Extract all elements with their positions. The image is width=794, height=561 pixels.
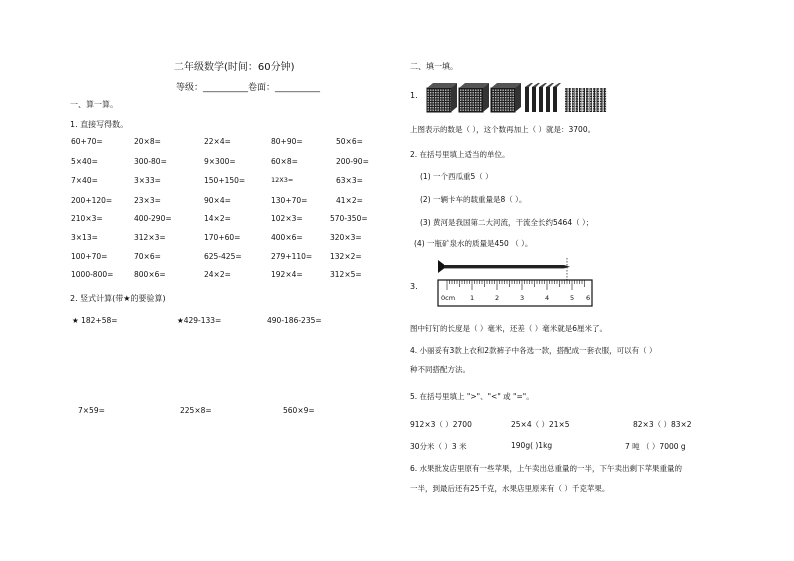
- unit-item: (4) 一瓶矿泉水的质量是450 （ ）。: [414, 239, 533, 248]
- ruler-label: 4: [545, 294, 550, 302]
- oral-item: 800×6=: [134, 270, 166, 279]
- compare-item: 190g( )1kg: [511, 441, 553, 450]
- vertical-calc: 225×8=: [180, 406, 212, 415]
- q1-number: 1.: [410, 91, 418, 100]
- ruler-label: 3: [520, 294, 525, 302]
- oral-item: 400×6=: [271, 233, 303, 242]
- q2-label: 2. 竖式计算(带★的要验算): [70, 294, 166, 303]
- q2-label: 2. 在括号里填上适当的单位。: [410, 150, 510, 159]
- oral-item: 312×3=: [134, 233, 166, 242]
- oral-item: 20×8=: [134, 137, 161, 146]
- oral-item: 132×2=: [330, 252, 362, 261]
- oral-item: 60+70=: [71, 137, 103, 146]
- thousand-cube: [459, 83, 489, 112]
- ruler-label: 5: [570, 294, 575, 302]
- oral-item: 5×40=: [71, 157, 98, 166]
- thousand-cube: [491, 83, 521, 112]
- oral-item: 41×2=: [336, 196, 363, 205]
- ruler: [438, 280, 592, 306]
- oral-item: 23×3=: [134, 196, 161, 205]
- q1-label: 1. 直接写得数。: [70, 120, 129, 129]
- unit-item: (1) 一个西瓜重5（ ）: [420, 172, 493, 181]
- q4-line2: 种不同搭配方法。: [410, 365, 470, 374]
- oral-item: 312×5=: [330, 270, 362, 279]
- unit-item: (3) 黄河是我国第二大河流，干流全长约5464（ ）；: [420, 218, 594, 227]
- oral-item: 14×2=: [204, 214, 231, 223]
- ruler-label: 6: [586, 294, 591, 302]
- q3-number: 3.: [410, 282, 418, 291]
- hundred-flat: [532, 83, 540, 112]
- ruler-label: 0cm: [441, 294, 456, 302]
- hundred-flat: [546, 83, 554, 112]
- oral-item: 100+70=: [71, 252, 108, 261]
- vertical-calc: 560×9=: [283, 406, 315, 415]
- nail-icon: [438, 258, 570, 280]
- oral-item: 7×40=: [71, 176, 98, 185]
- compare-item: 912×3（ ）2700: [410, 420, 472, 429]
- oral-item: 200+120=: [71, 196, 113, 205]
- section-2-heading: 二、填一填。: [410, 62, 458, 71]
- oral-item: 150+150=: [204, 176, 246, 185]
- compare-item: 25×4（ ）21×5: [511, 420, 570, 429]
- q1-text: 上图表示的数是（ ），这个数再加上（ ）就是：3700。: [410, 125, 596, 134]
- oral-item: 80+90=: [271, 137, 303, 146]
- grade-line: 等级：__________卷面：__________: [176, 83, 321, 93]
- q6-line1: 6. 水果批发店里原有一些苹果，上午卖出总重量的一半，下午卖出剩下苹果重量的: [410, 464, 683, 473]
- oral-item: 570-350=: [330, 214, 368, 223]
- section-1-heading: 一、算一算。: [70, 100, 118, 109]
- oral-item: 9×300=: [204, 157, 236, 166]
- hundred-flat: [539, 83, 547, 112]
- place-value-blocks: [425, 82, 625, 114]
- vertical-calc: 7×59=: [78, 406, 105, 415]
- q6-line2: 一半，到最后还有25千克，水果店里原来有（ ）千克苹果。: [410, 484, 610, 493]
- oral-item: 24×2=: [204, 270, 231, 279]
- oral-item: 192×4=: [271, 270, 303, 279]
- oral-item: 3×13=: [71, 233, 98, 242]
- oral-item: 50×6=: [336, 137, 363, 146]
- oral-item: 70×6=: [134, 252, 161, 261]
- ruler-label: 1: [470, 294, 475, 302]
- oral-item: 625-425=: [204, 252, 242, 261]
- unit-item: (2) 一辆卡车的载重量是8（ ）。: [420, 195, 527, 204]
- ruler-label: 2: [495, 294, 500, 302]
- vertical-calc: 490-186-235=: [267, 316, 322, 325]
- oral-item: 22×4=: [204, 137, 231, 146]
- vertical-calc: ★ 182+58=: [72, 316, 118, 325]
- oral-item: 102×3=: [271, 214, 303, 223]
- oral-item: 200-90=: [336, 157, 369, 166]
- hundred-flat: [553, 83, 561, 112]
- oral-item: 400-290=: [134, 214, 172, 223]
- vertical-calc: ★429-133=: [177, 316, 222, 325]
- oral-item: 130+70=: [271, 196, 308, 205]
- compare-item: 7 吨 （ ）7000 g: [625, 442, 686, 451]
- oral-item: 210×3=: [71, 214, 103, 223]
- oral-item: 12X3=: [271, 176, 294, 184]
- oral-item: 170+60=: [204, 233, 241, 242]
- oral-item: 279+110=: [271, 252, 313, 261]
- oral-item: 320×3=: [330, 233, 362, 242]
- oral-item: 3×33=: [134, 176, 161, 185]
- oral-item: 60×8=: [271, 157, 298, 166]
- page-title: 二年级数学(时间：60分钟): [174, 62, 295, 73]
- compare-item: 30分米（ ）3 米: [410, 442, 467, 451]
- hundred-flat: [525, 83, 533, 112]
- oral-item: 63×3=: [336, 176, 363, 185]
- oral-item: 300-80=: [134, 157, 167, 166]
- compare-item: 82×3（ ）83×2: [633, 420, 692, 429]
- q5-label: 5. 在括号里填上 ">"、"<" 或 "="。: [410, 392, 534, 401]
- q3-text: 图中钉钉的长度是（ ）毫米，还差（ ）毫米就是6厘米了。: [410, 324, 608, 333]
- q4-line1: 4. 小丽妥有3款上衣和2款裤子中各选一款，搭配成一套衣服，可以有（ ）: [410, 346, 657, 355]
- nail-ruler-figure: [436, 258, 596, 310]
- ten-rods: [565, 88, 606, 112]
- oral-item: 1000-800=: [71, 270, 114, 279]
- oral-item: 90×4=: [204, 196, 231, 205]
- thousand-cube: [427, 83, 457, 112]
